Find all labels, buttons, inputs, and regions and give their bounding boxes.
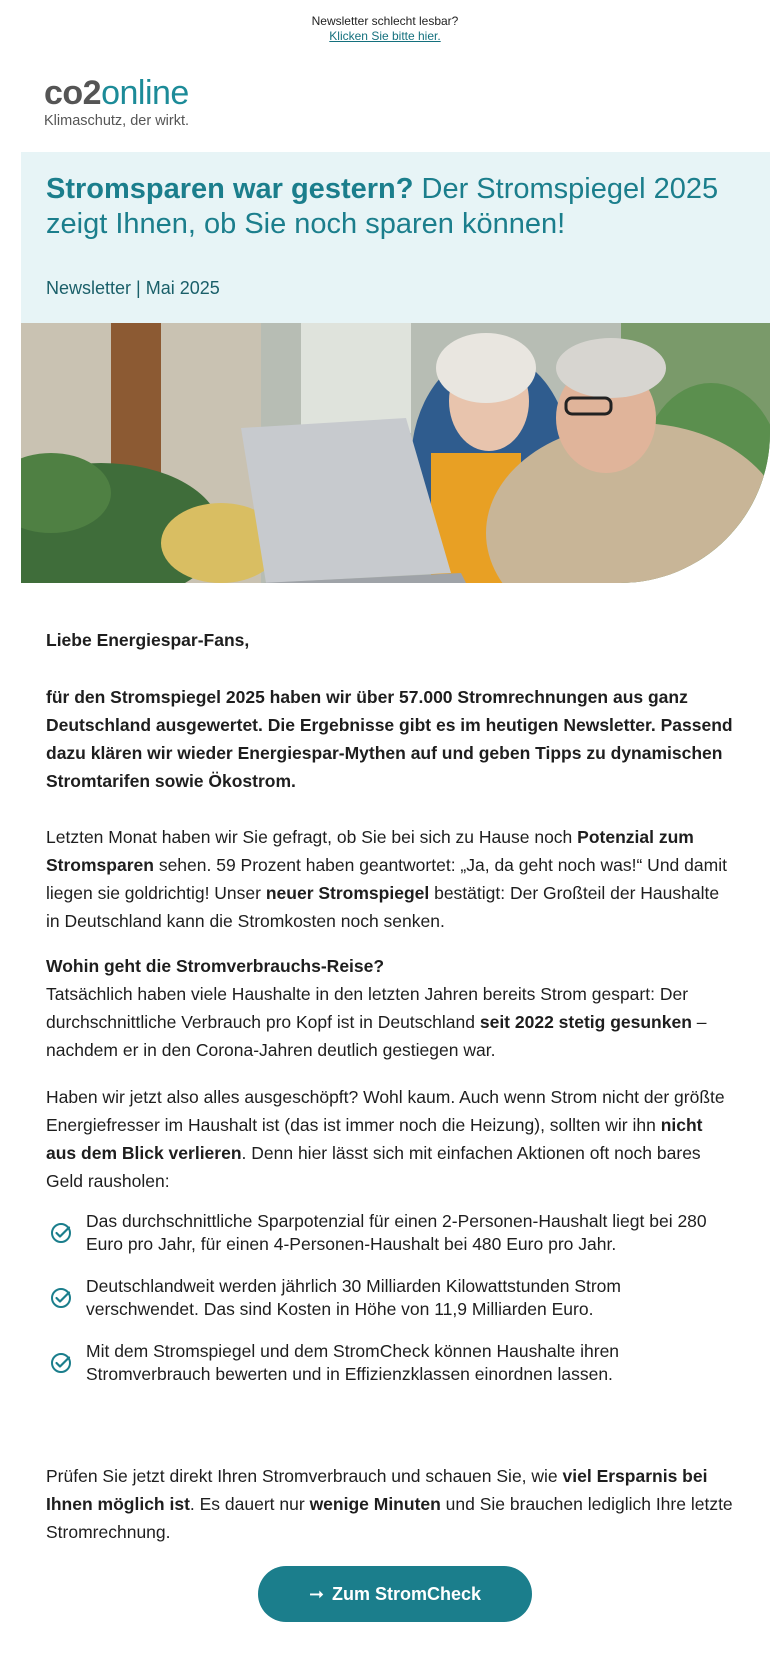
hero-title: Stromsparen war gestern? Der Stromspiegel 2025 zeigt Ihnen, ob Sie noch sparen können! bbox=[46, 173, 719, 240]
preheader-text: Newsletter schlecht lesbar? bbox=[311, 14, 459, 28]
section-heading: Wohin geht die Stromverbrauchs-Reise? bbox=[46, 955, 385, 976]
paragraph-survey: Letzten Monat haben wir Sie gefragt, ob Sie bei sich zu Hause noch Potenzial zum Stromsparen sehen. 59 Prozent haben geantwortet: „Ja, da geht noch was!“ Und damit liegen sie goldrichtig! Unser neuer Stromspiegel bestätigt: Der Großteil der Haushalte in Deutschland kann die Stromkosten noch senken. bbox=[46, 826, 727, 931]
paragraph-trend: Wohin geht die Stromverbrauchs-Reise? Tatsächlich haben viele Haushalte in den letzten Jahren bereits Strom gespart: Der durchschnittliche Verbrauch pro Kopf ist in Deutschland seit 2022 stetig gesunken – nachdem er in den Corona-Jahren deutlich gestiegen war. bbox=[46, 955, 707, 1060]
stromcheck-button[interactable] bbox=[258, 1566, 532, 1622]
benefits-list bbox=[50, 1210, 740, 1405]
co2online-logo[interactable] bbox=[44, 74, 189, 129]
check-circle-icon bbox=[50, 1222, 72, 1244]
intro-paragraph: für den Stromspiegel 2025 haben wir über 57.000 Stromrechnungen aus ganz Deutschland ausgewertet. Die Ergebnisse gibt es im heutigen Newsletter. Passend dazu klären wir wieder Energiespar-Mythen auf und geben Tipps zu dynamischen Stromtarifen sowie Ökostrom. bbox=[46, 686, 733, 791]
list-item bbox=[50, 1340, 740, 1405]
paragraph-call-to-action: Prüfen Sie jetzt direkt Ihren Stromverbrauch und schauen Sie, wie viel Ersparnis bei Ihnen möglich ist. Es dauert nur wenige Minuten und Sie brauchen lediglich Ihre letzte Stromrechnung. bbox=[46, 1465, 733, 1542]
benefit-text: Mit dem Stromspiegel und dem StromCheck können Haushalte ihren Stromverbrauch bewerten und in Effizienzklassen einordnen lassen. bbox=[86, 1341, 620, 1384]
hero-photo bbox=[21, 323, 770, 583]
greeting: Liebe Energiespar-Fans, bbox=[46, 629, 250, 650]
hero-subtitle: Newsletter | Mai 2025 bbox=[46, 278, 220, 298]
view-in-browser-link[interactable]: Klicken Sie bitte hier. bbox=[329, 29, 441, 43]
benefit-text: Deutschlandweit werden jährlich 30 Milliarden Kilowattstunden Strom verschwendet. Das sind Kosten in Höhe von 11,9 Milliarden Euro. bbox=[86, 1276, 621, 1319]
preheader bbox=[0, 14, 770, 44]
hero-banner bbox=[21, 152, 770, 323]
check-circle-icon bbox=[50, 1352, 72, 1374]
stromcheck-button-label: Zum StromCheck bbox=[332, 1584, 482, 1604]
logo-tagline: Klimaschutz, der wirkt. bbox=[44, 113, 190, 129]
list-item bbox=[50, 1210, 740, 1275]
logo-wordmark: co2online bbox=[44, 74, 189, 112]
paragraph-potential: Haben wir jetzt also alles ausgeschöpft? Wohl kaum. Auch wenn Strom nicht der größte Energiefresser im Haushalt ist (das ist immer noch die Heizung), sollten wir ihn nicht aus dem Blick verlieren. Denn hier lässt sich mit einfachen Aktionen oft noch bares Geld rausholen: bbox=[46, 1086, 725, 1191]
list-item bbox=[50, 1275, 740, 1340]
arrow-right-icon: ➞ bbox=[308, 1584, 325, 1604]
check-circle-icon bbox=[50, 1287, 72, 1309]
benefit-text: Das durchschnittliche Sparpotenzial für einen 2-Personen-Haushalt liegt bei 280 Euro pro Jahr, für einen 4-Personen-Haushalt bei 480 Euro pro Jahr. bbox=[86, 1211, 707, 1254]
